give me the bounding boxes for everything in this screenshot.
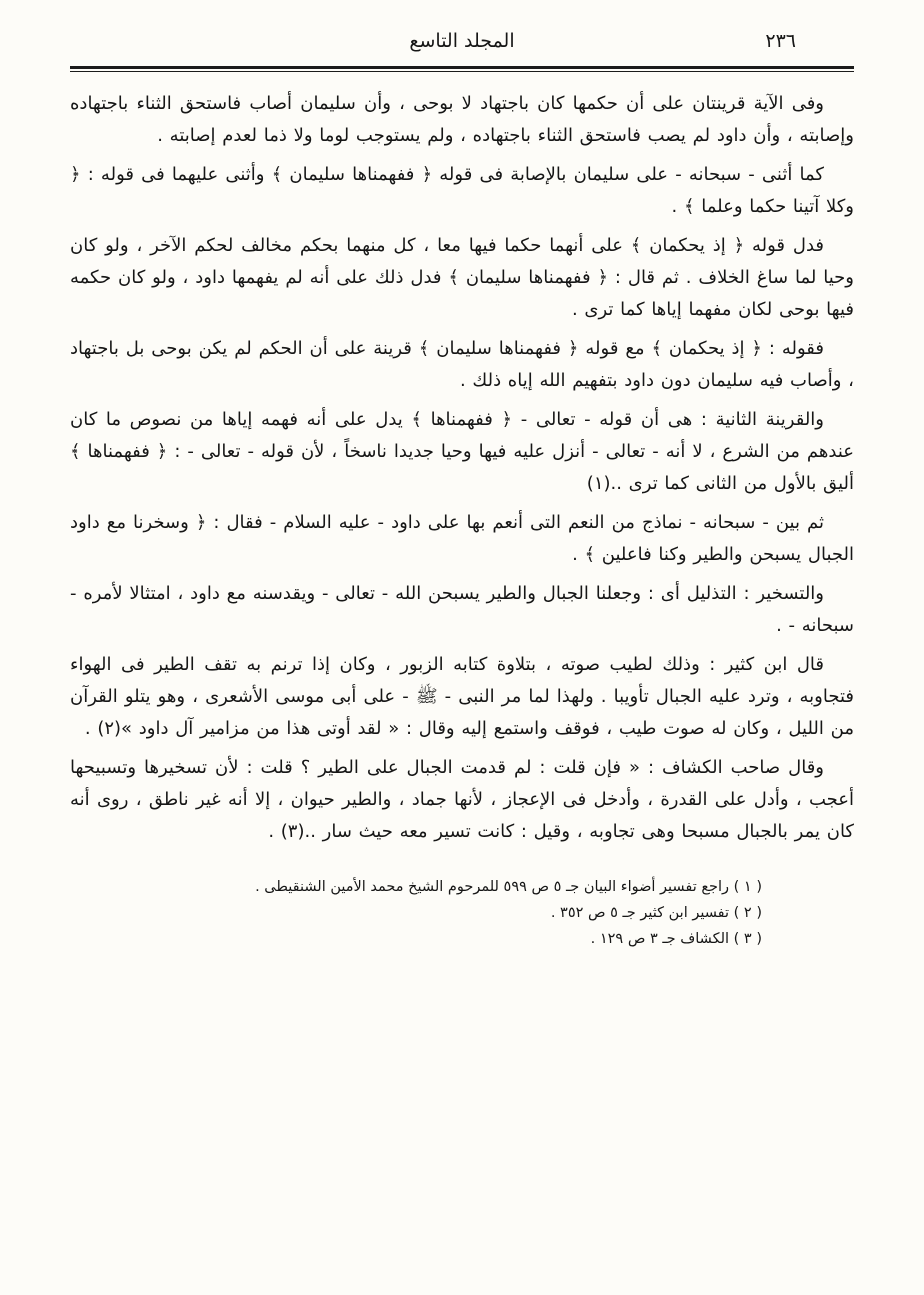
footnote: ( ٢ ) تفسير ابن كثير جـ ٥ ص ٣٥٢ .: [550, 905, 762, 921]
paragraph: وفى الآية قرينتان على أن حكمها كان باجتهاد لا بوحى ، وأن سليمان أصاب فاستحق الثناء باجتهاده وإصابته ، وأن داود لم يصب فاستحق الثناء باجتهاده ، ولم يستوجب لوما ولا ذما لعدم إصابته .: [70, 93, 854, 146]
page-header: [70, 24, 854, 64]
paragraph: فقوله : ﴿ إذ يحكمان ﴾ مع قوله ﴿ ففهمناها سليمان ﴾ قرينة على أن الحكم لم يكن بوحى بل باجتهاد ، وأصاب فيه سليمان دون داود بتفهيم الله إياه ذلك .: [70, 338, 854, 391]
paragraph: والقرينة الثانية : هى أن قوله - تعالى - ﴿ ففهمناها ﴾ يدل على أنه فهمه إياها من نصوص ما كان عندهم من الشرع ، لا أنه - تعالى - أنزل عليه فيها وحيا جديدا ناسخاً ، لأن قوله - تعالى - : ﴿ ففهمناها ﴾ أليق بالأول من الثانى كما ترى ..(١): [70, 409, 854, 494]
paragraph: كما أثنى - سبحانه - على سليمان بالإصابة فى قوله ﴿ ففهمناها سليمان ﴾ وأثنى عليهما فى قوله : ﴿ وكلا آتينا حكما وعلما ﴾ .: [70, 164, 854, 217]
volume-title: المجلد التاسع: [409, 30, 515, 52]
paragraph: ثم بين - سبحانه - نماذج من النعم التى أنعم بها على داود - عليه السلام - فقال : ﴿ وسخرنا مع داود الجبال يسبحن والطير وكنا فاعلين ﴾ .: [70, 512, 854, 565]
page-body: [70, 88, 854, 848]
paragraph: قال ابن كثير : وذلك لطيب صوته ، بتلاوة كتابه الزبور ، وكان إذا ترنم به تقف الطير فى الهواء فتجاوبه ، وترد عليه الجبال تأويبا . ولهذا لما مر النبى - ﷺ - على أبى موسى الأشعرى ، وهو يتلو القرآن من الليل ، وكان له صوت طيب ، فوقف واستمع إليه وقال : « لقد أوتى هذا من مزامير آل داود »(٢) .: [70, 654, 854, 739]
footnotes-block: [70, 874, 854, 952]
page-number: ٢٣٦: [765, 30, 796, 52]
header-rule: [70, 66, 854, 72]
footnote: ( ١ ) راجع تفسير أضواء البيان جـ ٥ ص ٥٩٩ للمرحوم الشيخ محمد الأمين الشنقيطى .: [255, 879, 762, 895]
paragraph: فدل قوله ﴿ إذ يحكمان ﴾ على أنهما حكما فيها معا ، كل منهما بحكم مخالف لحكم الآخر ، ولو كان وحيا لما ساغ الخلاف . ثم قال : ﴿ ففهمناها سليمان ﴾ فدل ذلك على أنه لم يفهمها داود ، ولو كان حكمه فيها بوحى لكان مفهما إياها كما ترى .: [70, 235, 854, 320]
footnote: ( ٣ ) الكشاف جـ ٣ ص ١٢٩ .: [590, 931, 762, 947]
paragraph: وقال صاحب الكشاف : « فإن قلت : لم قدمت الجبال على الطير ؟ قلت : لأن تسخيرها وتسبيحها أعجب ، وأدل على القدرة ، وأدخل فى الإعجاز ، لأنها جماد ، والطير حيوان ، إلا أنه غير ناطق ، روى أنه كان يمر بالجبال مسبحا وهى تجاوبه ، وقيل : كانت تسير معه حيث سار ..(٣) .: [70, 757, 854, 842]
paragraph: والتسخير : التذليل أى : وجعلنا الجبال والطير يسبحن الله - تعالى - ويقدسنه مع داود ، امتثالا لأمره - سبحانه - .: [70, 583, 854, 636]
